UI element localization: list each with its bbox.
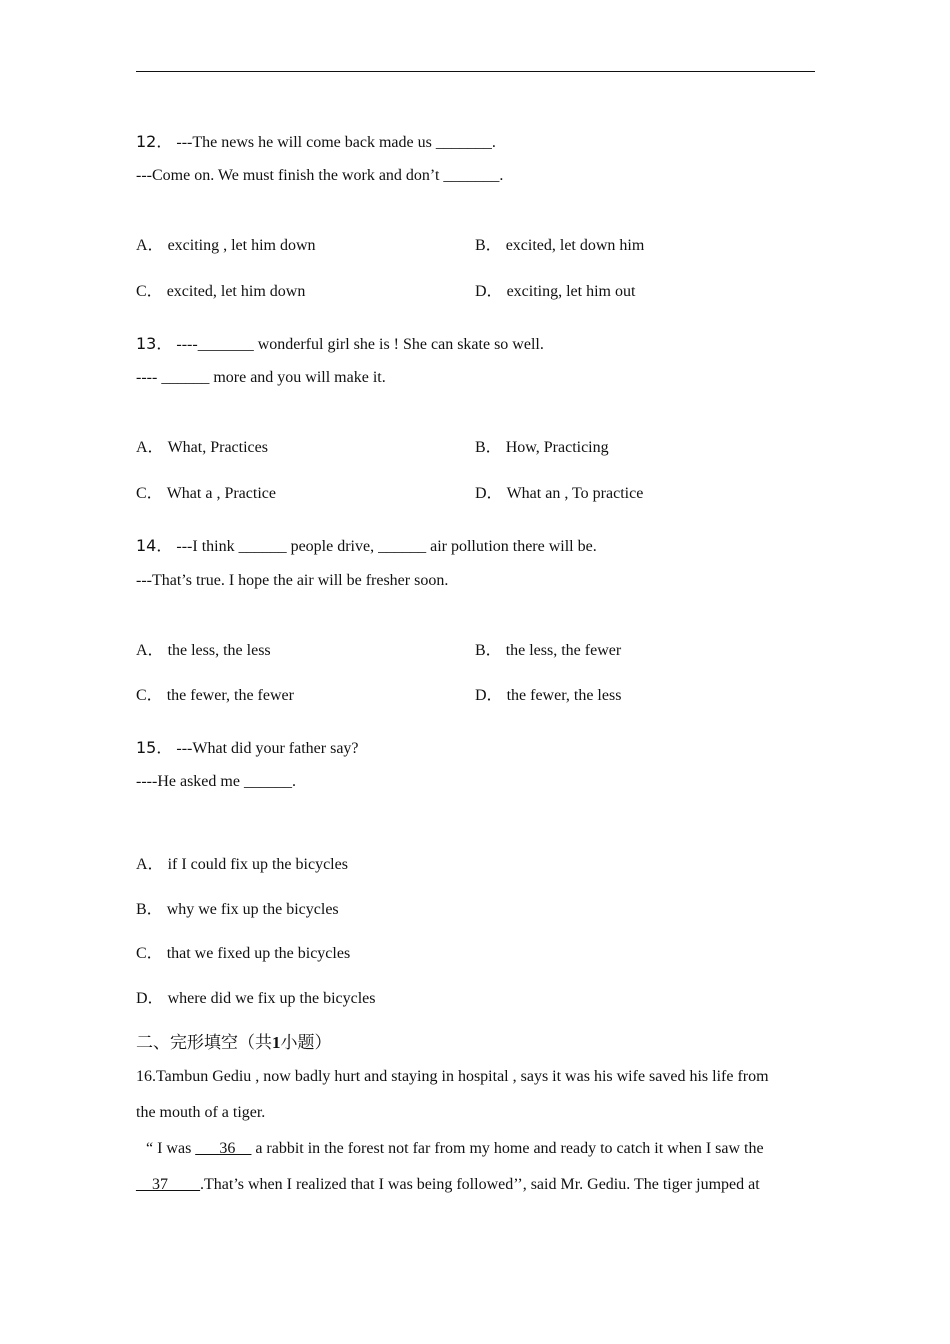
option-15-d[interactable] (136, 989, 376, 1009)
option-text: the less, the less (167, 642, 271, 659)
option-letter: D． (475, 485, 503, 502)
question-number: 12． (136, 132, 173, 151)
option-letter: B． (475, 237, 502, 254)
option-text: What an , To practice (506, 485, 644, 502)
blank-36[interactable]: ___36__ (195, 1140, 252, 1157)
option-text: the fewer, the less (506, 687, 622, 704)
blank-37[interactable]: __37____ (136, 1176, 200, 1193)
question-13-stem (136, 334, 544, 355)
question-number: 15． (136, 738, 173, 757)
passage-text: .That’s when I realized that I was being followed’’, said Mr. Gediu. The tiger jumped at (200, 1176, 760, 1193)
option-text: why we fix up the bicycles (166, 901, 339, 918)
option-letter: A． (136, 439, 164, 456)
option-text: if I could fix up the bicycles (167, 856, 348, 873)
option-letter: A． (136, 856, 164, 873)
heading-text: 小题） (280, 1033, 332, 1053)
option-letter: C． (136, 945, 163, 962)
option-text: exciting , let him down (167, 237, 316, 254)
passage-line-2: the mouth of a tiger. (136, 1104, 266, 1121)
option-12-d[interactable] (475, 282, 635, 302)
option-letter: D． (136, 990, 164, 1007)
question-line: ---I think ______ people drive, ______ air pollution there will be. (176, 538, 597, 555)
option-13-c[interactable] (136, 484, 276, 504)
option-text: the fewer, the fewer (166, 687, 294, 704)
option-15-a[interactable] (136, 855, 348, 875)
option-text: What a , Practice (166, 485, 276, 502)
heading-text: 二、完形填空（共 (136, 1033, 272, 1053)
option-text: that we fixed up the bicycles (166, 945, 351, 962)
question-14-stem (136, 536, 597, 557)
option-12-a[interactable] (136, 236, 316, 256)
section-heading (136, 1033, 332, 1053)
option-letter: D． (475, 687, 503, 704)
option-text: exciting, let him out (506, 283, 636, 300)
question-line: ---What did your father say? (176, 740, 359, 757)
option-text: What, Practices (167, 439, 268, 456)
passage-line-4 (136, 1175, 760, 1195)
question-14-line2: ---That’s true. I hope the air will be fresher soon. (136, 572, 449, 589)
option-text: excited, let down him (505, 237, 645, 254)
passage-line-3 (146, 1139, 764, 1159)
question-13-line2: ---- ______ more and you will make it. (136, 369, 386, 386)
option-text: excited, let him down (166, 283, 306, 300)
option-letter: C． (136, 687, 163, 704)
option-14-b[interactable] (475, 641, 621, 661)
heading-count: 1 (272, 1033, 281, 1052)
passage-line-1: 16.Tambun Gediu , now badly hurt and staying in hospital , says it was his wife saved his life from (136, 1068, 769, 1085)
option-letter: C． (136, 283, 163, 300)
question-line: ---The news he will come back made us _______. (176, 134, 496, 151)
question-12-stem (136, 132, 496, 153)
option-letter: B． (475, 439, 502, 456)
option-letter: D． (475, 283, 503, 300)
question-number: 14． (136, 536, 173, 555)
option-letter: A． (136, 237, 164, 254)
question-15-line2: ----He asked me ______. (136, 773, 296, 790)
option-13-a[interactable] (136, 438, 268, 458)
option-letter: B． (475, 642, 502, 659)
option-12-b[interactable] (475, 236, 644, 256)
option-15-b[interactable] (136, 900, 339, 920)
question-15-stem (136, 738, 359, 759)
option-13-b[interactable] (475, 438, 609, 458)
option-text: where did we fix up the bicycles (167, 990, 376, 1007)
question-line: ----_______ wonderful girl she is ! She can skate so well. (176, 336, 544, 353)
option-13-d[interactable] (475, 484, 643, 504)
passage-text: “ I was (146, 1140, 196, 1157)
option-14-a[interactable] (136, 641, 271, 661)
option-12-c[interactable] (136, 282, 305, 302)
option-text: the less, the fewer (505, 642, 622, 659)
question-12-line2: ---Come on. We must finish the work and don’t _______. (136, 167, 504, 184)
question-number: 13． (136, 334, 173, 353)
header-rule (136, 71, 815, 72)
option-14-c[interactable] (136, 686, 294, 706)
option-15-c[interactable] (136, 944, 350, 964)
option-letter: A． (136, 642, 164, 659)
passage-text: a rabbit in the forest not far from my home and ready to catch it when I saw the (251, 1140, 764, 1157)
option-letter: C． (136, 485, 163, 502)
option-text: How, Practicing (505, 439, 609, 456)
option-letter: B． (136, 901, 163, 918)
option-14-d[interactable] (475, 686, 621, 706)
